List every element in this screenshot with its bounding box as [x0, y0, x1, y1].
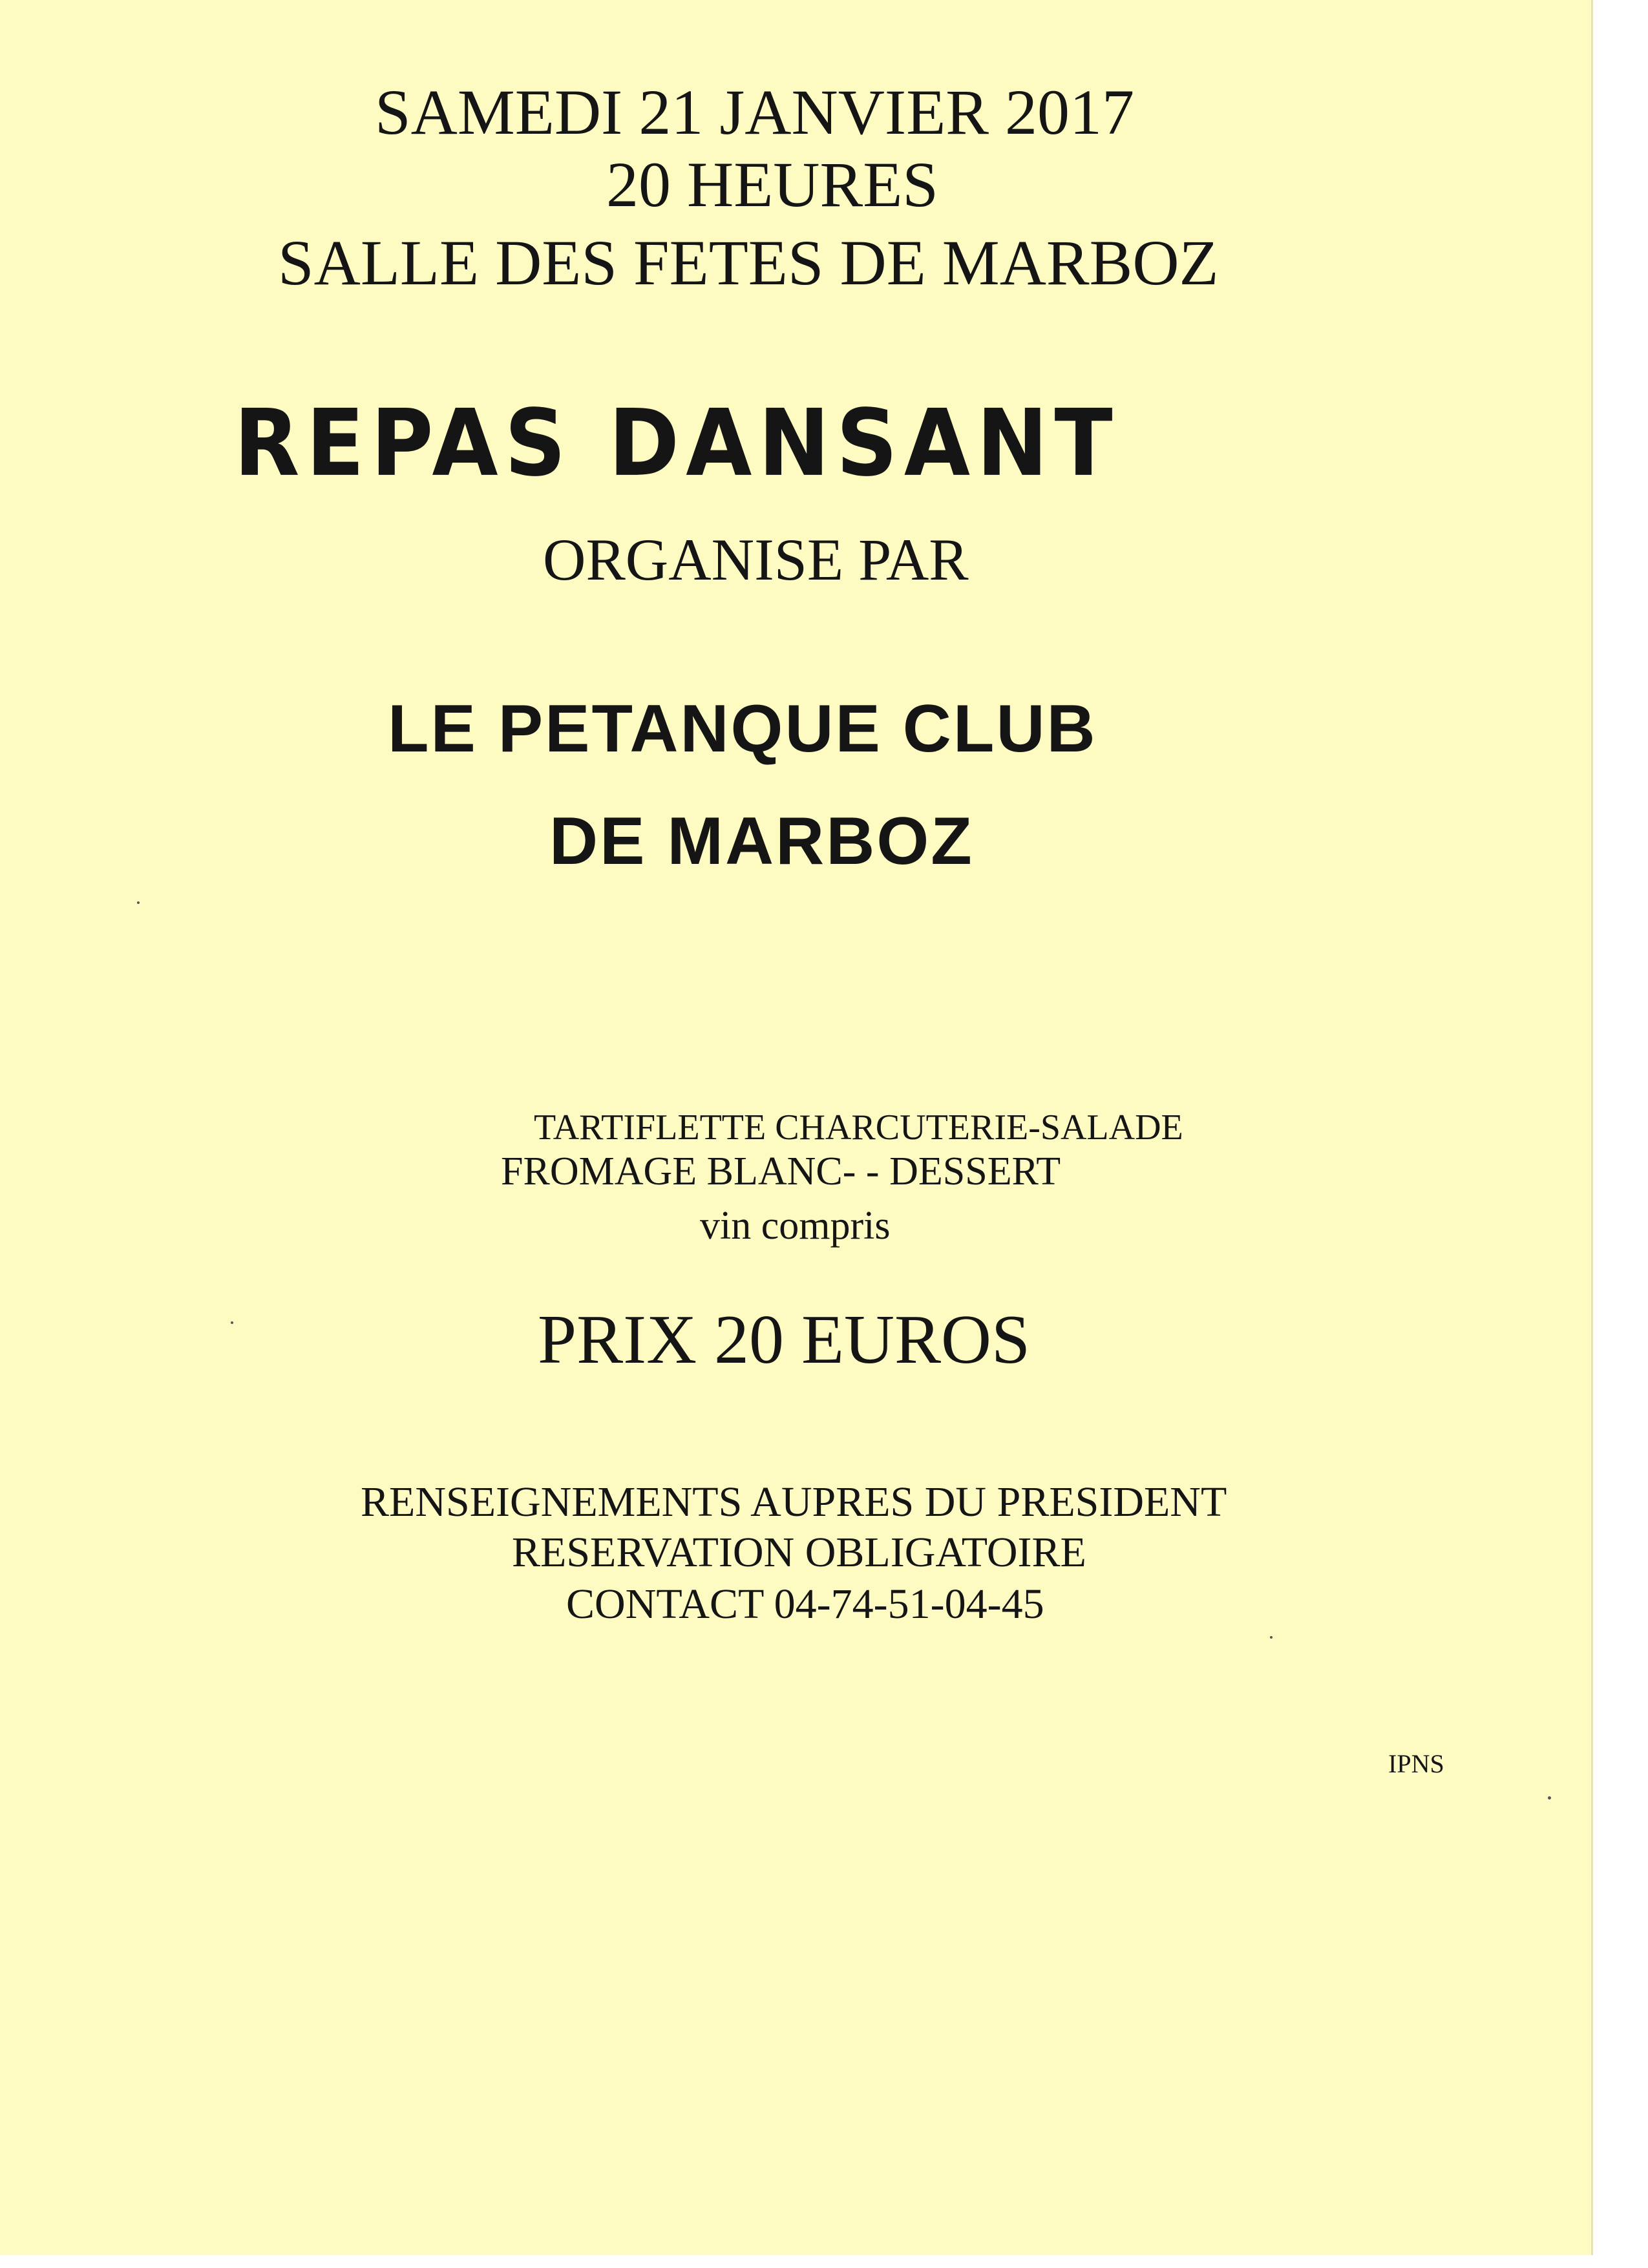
info-line-2: RESERVATION OBLIGATOIRE	[512, 1529, 1086, 1576]
paper-speck	[1270, 1636, 1273, 1639]
paper-speck	[231, 1321, 233, 1324]
paper-speck	[1548, 1796, 1551, 1800]
menu-line-2: FROMAGE BLANC- - DESSERT	[501, 1150, 1061, 1193]
price-label: PRIX 20 EUROS	[538, 1301, 1031, 1378]
flyer-title: REPAS DANSANT	[234, 390, 1119, 498]
contact-line: CONTACT 04-74-51-04-45	[566, 1580, 1044, 1628]
event-time: 20 HEURES	[606, 149, 938, 220]
info-line-1: RENSEIGNEMENTS AUPRES DU PRESIDENT	[361, 1478, 1227, 1526]
menu-line-1: TARTIFLETTE CHARCUTERIE-SALADE	[534, 1108, 1183, 1148]
event-venue: SALLE DES FETES DE MARBOZ	[278, 227, 1219, 299]
organised-by-label: ORGANISE PAR	[543, 527, 969, 593]
club-name-line-1: LE PETANQUE CLUB	[388, 691, 1097, 766]
ipns-note: IPNS	[1388, 1749, 1444, 1778]
paper-speck	[137, 901, 140, 904]
event-date: SAMEDI 21 JANVIER 2017	[375, 76, 1134, 148]
club-name-line-2: DE MARBOZ	[549, 804, 974, 879]
menu-line-3: vin compris	[700, 1204, 891, 1248]
